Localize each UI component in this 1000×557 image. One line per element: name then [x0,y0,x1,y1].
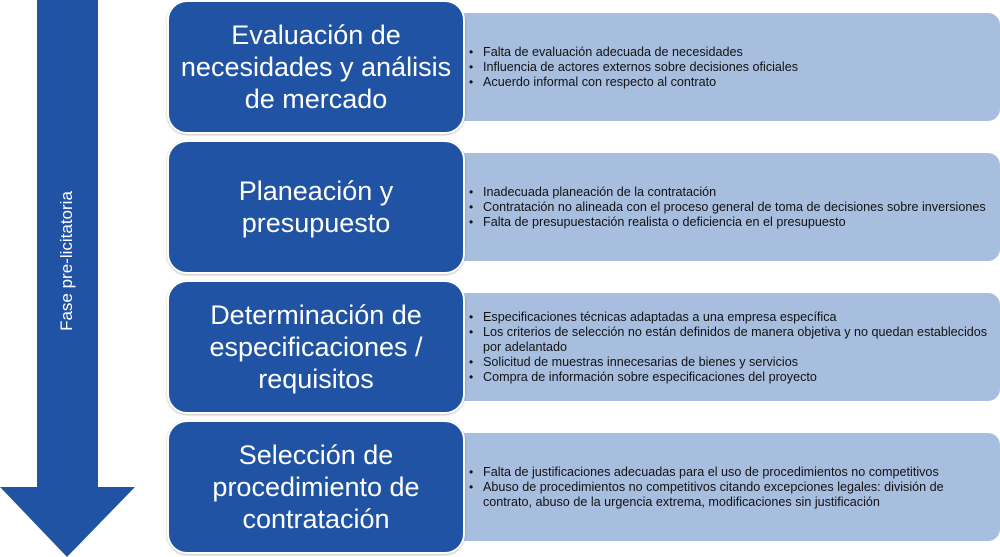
risk-item: • Falta de presupuestación realista o deficiencia en el presupuesto [483,215,990,230]
risk-item: • Falta de justificaciones adecuadas para el uso de procedimientos no competitivos [483,465,990,480]
risk-list [469,45,990,90]
stage-title: Evaluación de necesidades y análisis de mercado [180,20,452,114]
stage-details-procedure-selection [455,433,1000,541]
risk-list [469,310,990,385]
risk-item: • Falta de evaluación adecuada de necesidades [483,45,990,60]
stage-details-needs-assessment [455,13,1000,121]
risk-item: • Los criterios de selección no están definidos de manera objetiva y no quedan establecidos por adelantado [483,325,990,355]
stage-specifications [167,280,465,414]
stage-title: Determinación de especificaciones / requisitos [209,300,423,394]
stage-details-specifications [455,293,1000,401]
risk-item: • Compra de información sobre especificaciones del proyecto [483,370,990,385]
stage-details-planning-budget [455,153,1000,261]
stage-title: Planeación y presupuesto [238,176,394,238]
risk-item: • Especificaciones técnicas adaptadas a una empresa específica [483,310,990,325]
risk-item: • Contratación no alineada con el proceso general de toma de decisiones sobre inversiones [483,200,990,215]
stage-procedure-selection [167,420,465,554]
risk-item: • Inadecuada planeación de la contratación [483,185,990,200]
risk-item: • Solicitud de muestras innecesarias de bienes y servicios [483,355,990,370]
stage-needs-assessment [167,0,465,134]
stage-title: Selección de procedimiento de contratación [212,440,420,534]
risk-item: • Acuerdo informal con respecto al contrato [483,75,990,90]
phase-label: Fase pre-licitatoria [57,191,76,331]
stage-planning-budget [167,140,465,274]
risk-list [469,185,990,230]
risk-list [469,465,990,510]
risk-item: • Influencia de actores externos sobre decisiones oficiales [483,60,990,75]
risk-item: • Abuso de procedimientos no competitivos citando excepciones legales: división de contrato, abuso de la urgencia extrema, modificaciones sin justificación [483,480,990,510]
